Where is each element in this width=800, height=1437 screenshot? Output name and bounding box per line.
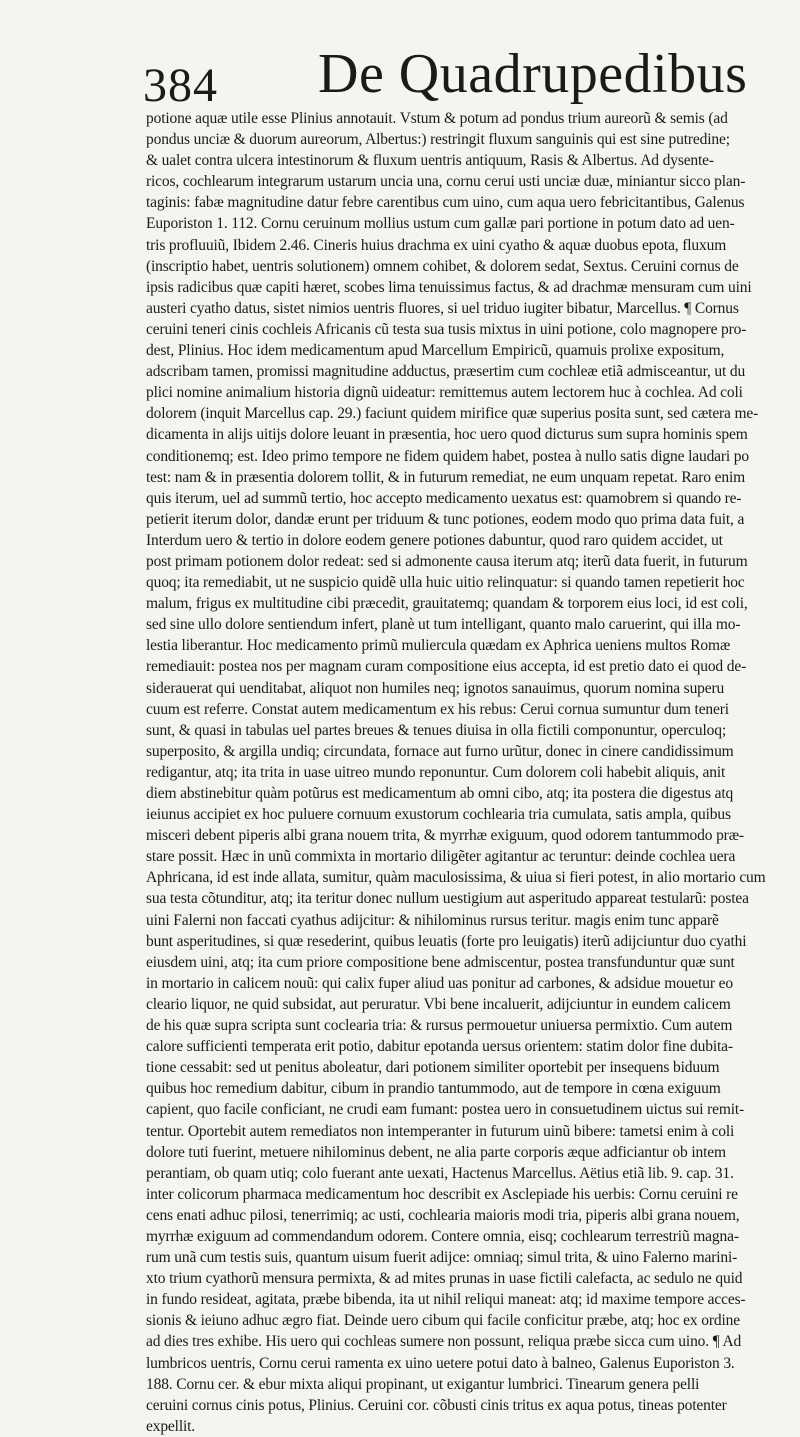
text-line: malum, frigus ex multitudine cibi præcedit, grauitatemq; quandam & torporem eius loci, id est coli,	[146, 595, 748, 613]
running-title: De Quadrupedibus	[318, 43, 748, 105]
text-line: 188. Cornu cer. & ebur mixta aliqui propinant, ut exigantur lumbrici. Tinearum genera pelli	[146, 1375, 700, 1393]
text-line: quoq; ita remediabit, ut ne suspicio quidẽ ulla huic uitio relinquatur: si quando tamen repetierit hoc	[146, 574, 745, 592]
text-line: dest, Plinius. Hoc idem medicamentum apud Marcellum Empiricũ, quamuis prolixe expositum,	[146, 342, 725, 360]
text-line: stare possit. Hæc in unũ commixta in mortario diligẽter agitantur ac teruntur: deinde cochlea uera	[146, 848, 736, 866]
text-line: xto trium cyathorũ mensura permixta, & ad mites prunas in uase fictili calefacta, ac sedulo ne quid	[146, 1270, 743, 1288]
text-line: expellit.	[146, 1417, 196, 1435]
text-line: eiusdem uini, atq; ita cum priore compositione bene admiscentur, postea transfunduntur quæ sunt	[146, 953, 735, 971]
text-line: pondus unciæ & duorum aureorum, Albertus:) restringit fluxum sanguinis qui est sine putredine;	[146, 131, 730, 149]
text-line: lumbricos uentris, Cornu cerui ramenta ex uino uetere potui dato à balneo, Galenus Euporiston 3.	[146, 1354, 735, 1372]
text-line: redigantur, atq; ita trita in uase uitreo mundo reponuntur. Cum dolorem coli habebit aliquis, anit	[146, 763, 726, 781]
text-line: post primam potionem dolor redeat: sed si admonente causa iterum atq; iterũ data fuerit, in futurum	[146, 552, 748, 570]
text-line: inter colicorum pharmaca medicamentum hoc describit ex Asclepiade his uerbis: Cornu ceruini re	[146, 1185, 738, 1203]
text-line: (inscriptio habet, uentris solutionem) omnem cohibet, & dolorem sedat, Sextus. Ceruini cornus de	[146, 257, 739, 275]
text-line: Euporiston 1. 112. Cornu ceruinum mollius ustum cum gallæ pari portione in potum dato ad uen-	[146, 215, 735, 233]
text-line: superposito, & argilla undiq; circundata, fornace aut furno urũtur, donec in cinere candidissimum	[146, 742, 734, 760]
text-line: bunt asperitudines, si quæ resederint, quibus leuatis (forte pro leuigatis) iterũ adijciuntur duo cyathi	[146, 932, 747, 950]
text-line: ad dies tres exhibe. His uero qui cochleas sumere non possunt, reliqua præbe sicca cum uino. ¶ Ad	[146, 1333, 742, 1351]
text-line: tentur. Oportebit autem remediatos non intemperanter in futurum uinũ bibere: tametsi enim à coli	[146, 1122, 735, 1140]
text-line: in fundo resideat, agitata, præbe bibenda, ita ut nihil reliqui maneat: atq; id maxime tempore acces-	[146, 1291, 746, 1309]
text-line: ceruini cornus cinis potus, Plinius. Ceruini cor. cõbusti cinis tritus ex aqua potus, tineas potenter	[146, 1396, 727, 1414]
text-line: calore sufficienti temperata erit potio, dabitur epotanda uersus orientem: statim dolor fine dubita-	[146, 1038, 733, 1056]
page-number: 384	[143, 59, 218, 112]
text-line: cens enati adhuc pilosi, tenerrimiq; ac usti, cochlearia maioris modi tria, piperis albi grana nouem,	[146, 1206, 740, 1224]
text-line: petierit iterum dolor, dandæ erunt per triduum & tunc potiones, eodem modo quo prima data fuit, a	[146, 510, 745, 528]
text-line: dolorem (inquit Marcellus cap. 29.) faciunt quidem mirifice quæ superius posita sunt, sed cætera me-	[146, 405, 759, 423]
text-line: Interdum uero & tertio in dolore eodem genere potiones dabuntur, quod raro quidem accidet, ut	[146, 531, 723, 549]
text-line: plici nomine animalium historia dignũ uideatur: remittemus autem lectorem huc à cochlea. Ad coli	[146, 384, 743, 402]
text-line: diem abstinebitur quàm potũrus est medicamentum ab omni cibo, atq; ita postera die digestus atq	[146, 785, 734, 802]
text-line: misceri debent piperis albi grana nouem trita, & myrrhæ exiguum, quod odorem tantummodo præ-	[146, 827, 744, 845]
text-line: quibus hoc remedium dabitur, cibum in prandio tantummodo, aut de tempore in cœna exiguum	[146, 1080, 721, 1098]
text-line: sed sine ullo dolore sentiendum infert, planè ut tum intelligant, quanto malo caruerint, qui illa mo-	[146, 616, 741, 634]
text-line: potione aquæ utile esse Plinius annotauit. Vstum & potum ad pondus trium aureorũ & semis (ad	[146, 110, 728, 127]
text-line: de his quæ supra scripta sunt coclearia tria: & rursus permouetur uniuersa permixtio. Cum autem	[146, 1017, 733, 1035]
text-line: rum unã cum testis suis, quantum uisum fuerit adijce: omniaq; simul trita, & uino Falerno marini-	[146, 1249, 738, 1267]
text-line: sionis & ieiuno adhuc ægro fiat. Deinde uero cibum qui facile conficitur præbe, atq; hoc ex ordine	[146, 1312, 740, 1330]
text-line: uini Falerni non faccati cyathus adijcitur: & nihilominus rursus teritur. magis enim tunc apparẽ	[146, 911, 719, 929]
body-text	[146, 108, 792, 1437]
text-line: ricos, cochlearum integrarum ustarum uncia una, cornu cerui usti unciæ duæ, miniantur sicco plan-	[146, 173, 746, 191]
text-line: test: nam & in præsentia dolorem tollit, & in futurum remediat, ne eum unquam repetat. Raro enim	[146, 468, 746, 486]
text-line: dolore tuti fuerint, metuere nihilominus debent, ne alia parte corporis æque adficiantur ob intem	[146, 1143, 726, 1161]
text-line: & ualet contra ulcera intestinorum & fluxum uentris antiquum, Rasis & Albertus. Ad dysente-	[146, 152, 714, 170]
text-line: myrrhæ exiguum ad commendandum odorem. Contere omnia, eisq; cochlearum terrestriũ magna-	[146, 1227, 739, 1245]
text-line: tione cessabit: sed ut penitus aboleatur, dari potionem similiter oportebit per insequens biduum	[146, 1059, 720, 1077]
text-line: dicamenta in alijs uitijs dolore leuant in præsentia, hoc uero quod dicturus sum supra hominis spem	[146, 426, 748, 444]
text-line: cleario liquor, ne quid subsidat, aut peruratur. Vbi bene incaluerit, adijciuntur in eundem calicem	[146, 995, 731, 1013]
text-line: cuum est referre. Constat autem medicamentum ex his rebus: Cerui cornua sumuntur dum teneri	[146, 700, 729, 718]
text-line: tris profluuiũ, Ibidem 2.46. Cineris huius drachma ex uini cyatho & aquæ duobus epota, fluxum	[146, 236, 727, 254]
text-line: in mortario in calicem nouũ: qui calix fuper aliud uas ponitur ad carbones, & adsidue mouetur eo	[146, 974, 733, 992]
text-line: austeri cyatho datus, sistet nimios uentris fluores, si uel triduo iugiter bibatur, Marcellus. ¶ Cornus	[146, 299, 739, 317]
text-line: perantiam, ob quam utiq; colo fuerant ante uexati, Hactenus Marcellus. Aëtius etiã lib. 9. cap. 31.	[146, 1164, 734, 1182]
text-line: siderauerat qui uenditabat, aliquot non humiles neq; ignotos sanauimus, quorum nomina superu	[146, 679, 725, 697]
text-line: sua testa cõtunditur, atq; ita teritur donec nullum uestigium aut asperitudo appareat testularũ: postea	[146, 890, 749, 908]
text-line: taginis: fabæ magnitudine datur febre carentibus cum uino, cum aqua uero febricitantibus, Galenus	[146, 194, 745, 212]
text-line: quis iterum, uel ad summũ tertio, hoc accepto medicamento uexatus est: quamobrem si quando re-	[146, 489, 742, 507]
text-line: ceruini teneri cinis cochleis Africanis cũ testa sua tusis mixtus in uini potione, colo magnopere pro-	[146, 320, 747, 338]
text-line: sunt, & quasi in tabulas uel partes breues & tenues diuisa in olla fictili componuntur, operculoq;	[146, 721, 727, 739]
text-line: ieiunus accipiet ex hoc puluere cornuum exustorum cochlearia tria cumulata, satis ampla, quibus	[146, 806, 731, 824]
text-line: conditionemq; est. Ideo primo tempore ne fidem quidem habet, postea à nullo satis digne laudari po	[146, 447, 749, 465]
text-line: adscribam tamen, promissi magnitudine adductus, præsertim cum cochleæ etiã admisceantur, ut du	[146, 363, 746, 381]
text-line: remediauit: postea nos per magnam curam compositione eius accepta, id est pretio dato ei quod de-	[146, 658, 747, 676]
text-line: lestia liberantur. Hoc medicamento primũ muliercula quædam ex Aphrica ueniens multos Romæ	[146, 637, 731, 655]
text-line: ipsis radicibus quæ capiti hæret, scobes lima tenuissimus factus, & ad drachmæ mensuram cum uini	[146, 278, 752, 296]
text-line: Aphricana, id est inde allata, sumitur, quàm maculosissima, & uiua si fieri potest, in alio mortario cum	[146, 869, 766, 887]
text-line: capient, quo facile conficiant, ne crudi eam fumant: postea uero in consuetudinem uictus sui remit-	[146, 1101, 745, 1119]
